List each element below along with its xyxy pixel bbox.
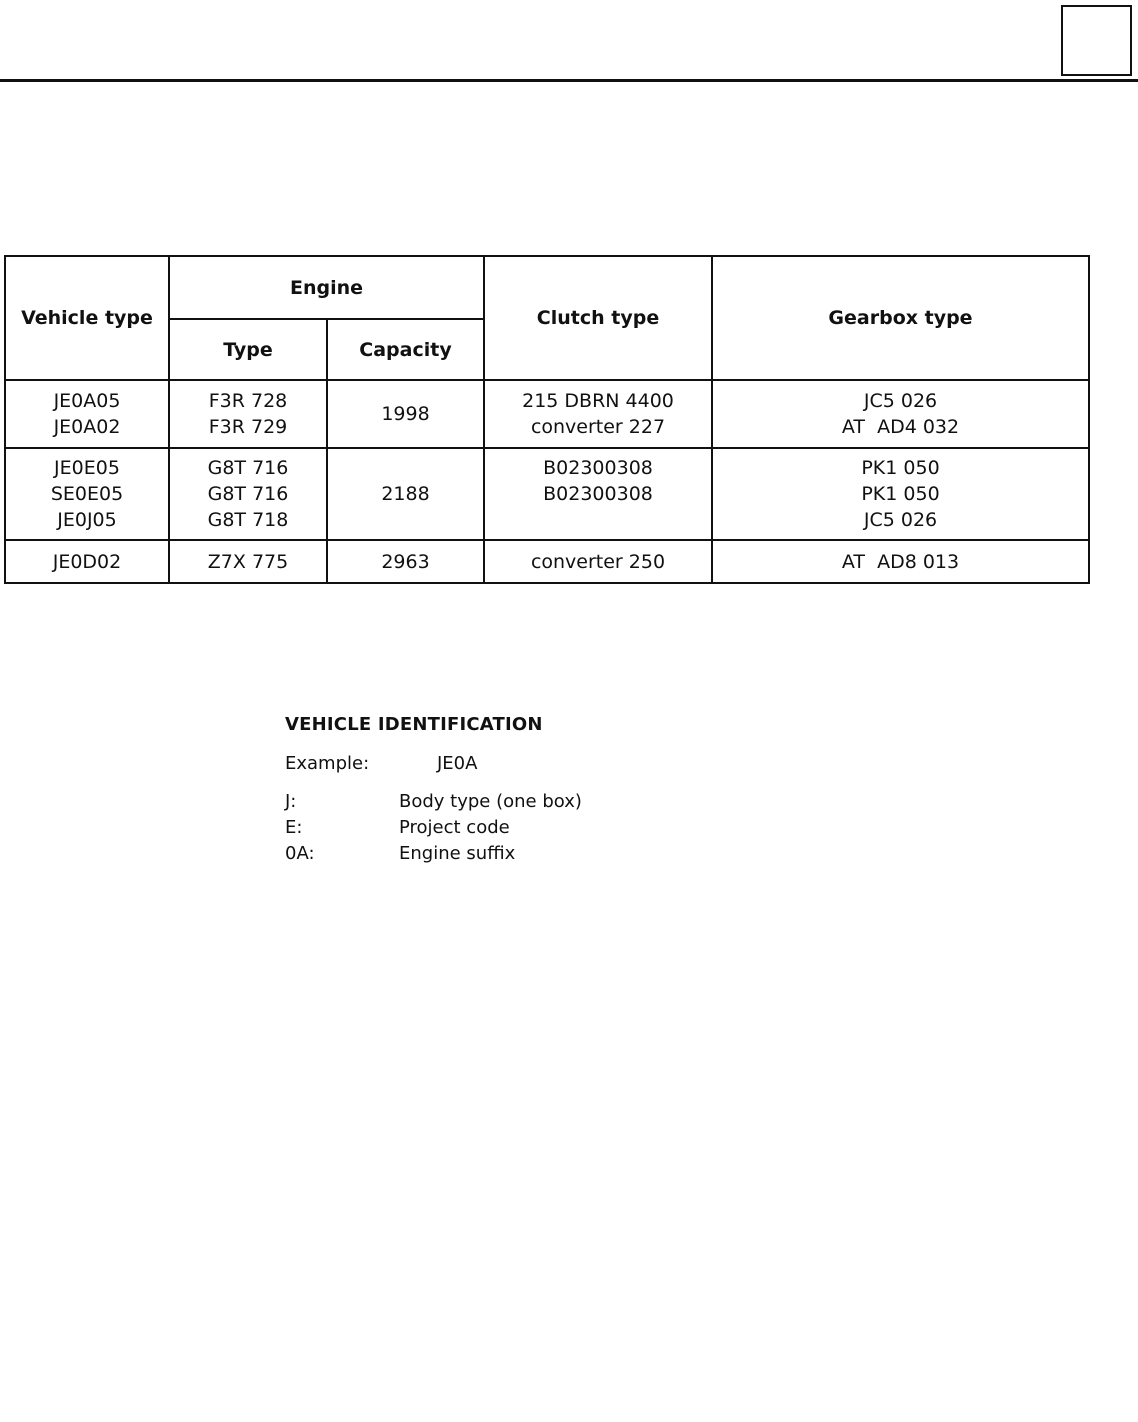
engine-type-value: F3R 729 (208, 416, 288, 438)
example-row (285, 751, 582, 777)
capacity-cell: 1998 (327, 380, 484, 448)
engine-type-value: G8T 716 (207, 457, 289, 479)
legend-key: 0A: (285, 843, 315, 864)
clutch-type-value: 215 DBRN 4400 (522, 390, 674, 412)
vehicle-type-cell (5, 380, 169, 448)
gearbox-type-value: JC5 026 (863, 509, 938, 531)
engine-type-cell (169, 380, 327, 448)
legend-item (285, 789, 582, 815)
table-row (5, 380, 1089, 448)
gearbox-type-cell (712, 380, 1089, 448)
gearbox-type-cell: AT AD8 013 (712, 540, 1089, 583)
gearbox-type-value: PK1 050 (861, 457, 940, 479)
table-row (5, 540, 1089, 583)
engine-type-value: G8T 718 (207, 509, 289, 531)
vehicle-identification-section (285, 712, 582, 867)
legend-value: Body type (one box) (399, 791, 582, 812)
capacity-cell: 2188 (327, 448, 484, 540)
vehicle-spec-table (4, 255, 1090, 584)
capacity-cell: 2963 (327, 540, 484, 583)
legend-item (285, 815, 582, 841)
engine-type-cell: Z7X 775 (169, 540, 327, 583)
clutch-type-value: converter 227 (530, 416, 666, 438)
clutch-type-value: B02300308 (543, 457, 653, 479)
legend-key: J: (285, 791, 297, 812)
legend-key: E: (285, 817, 303, 838)
section-title: VEHICLE IDENTIFICATION (285, 714, 543, 735)
gearbox-type-cell (712, 448, 1089, 540)
example-label: Example: (285, 753, 370, 774)
table-row (5, 448, 1089, 540)
top-rule (0, 79, 1138, 82)
gearbox-type-value: JC5 026 (863, 390, 938, 412)
page-corner-box (1061, 5, 1132, 76)
engine-type-value: F3R 728 (208, 390, 288, 412)
header-vehicle-type: Vehicle type (5, 256, 169, 380)
header-clutch-type: Clutch type (484, 256, 712, 380)
vehicle-type-value: JE0A05 (53, 390, 121, 412)
engine-type-cell (169, 448, 327, 540)
gearbox-type-value: PK1 050 (861, 483, 940, 505)
header-capacity: Capacity (327, 319, 484, 380)
legend-value: Engine suffix (399, 843, 516, 864)
clutch-type-cell: converter 250 (484, 540, 712, 583)
clutch-type-cell (484, 380, 712, 448)
vehicle-type-value: JE0J05 (57, 509, 117, 531)
vehicle-type-cell: JE0D02 (5, 540, 169, 583)
legend-value: Project code (399, 817, 510, 838)
clutch-type-cell (484, 448, 712, 540)
engine-type-value: G8T 716 (207, 483, 289, 505)
vehicle-type-cell (5, 448, 169, 540)
clutch-type-value: B02300308 (543, 483, 653, 505)
vehicle-type-value: JE0E05 (54, 457, 120, 479)
vehicle-type-value: SE0E05 (50, 483, 124, 505)
legend-item (285, 841, 582, 867)
header-gearbox-type: Gearbox type (712, 256, 1089, 380)
header-engine-type: Type (169, 319, 327, 380)
example-value: JE0A (437, 753, 478, 774)
header-engine: Engine (169, 256, 484, 319)
gearbox-type-value: AT AD4 032 (841, 416, 960, 438)
vehicle-type-value: JE0A02 (53, 416, 121, 438)
